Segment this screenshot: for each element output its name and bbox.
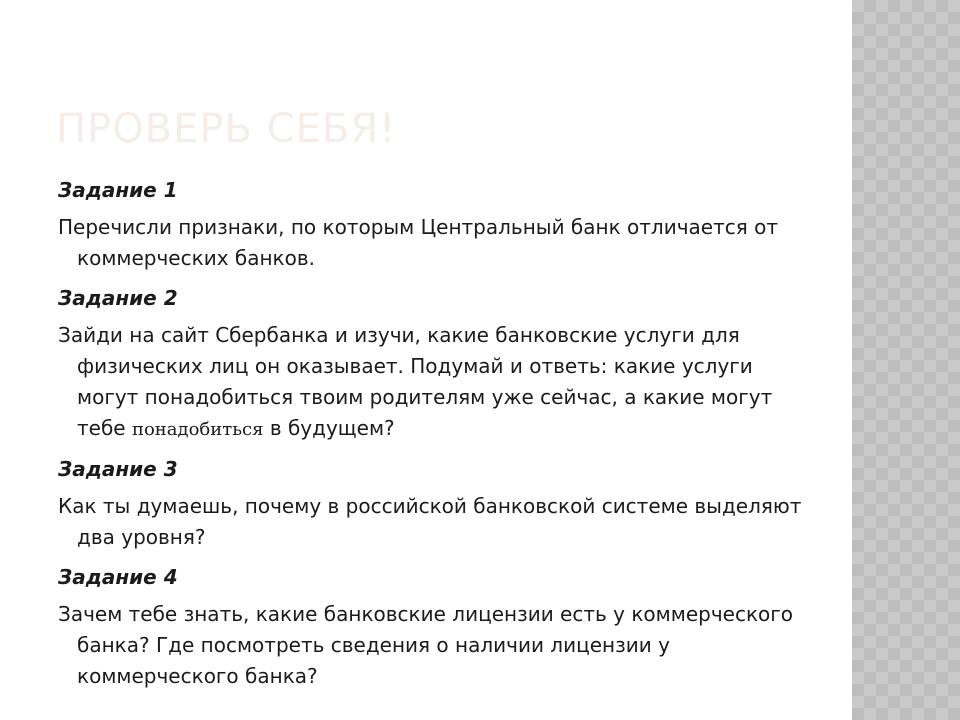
task-heading: Задание 2 (58, 286, 178, 310)
task-list (58, 176, 818, 702)
task-text-serif-fragment: понадобиться (131, 419, 264, 440)
decorative-side-panel (852, 0, 960, 720)
task-text: Как ты думаешь, почему в российской банковской системе выделяют два уровня? (58, 494, 802, 549)
task-text-part: Зайди на сайт Сбербанка и изучи, какие банковские услуги для физических лиц он оказывает. Подумай и ответь: какие услуги могут понадобиться твоим родителям уже сейчас, а какие могут тебе (58, 323, 773, 440)
task-text-part: в будущем? (263, 416, 395, 440)
task-heading: Задание 3 (58, 457, 178, 481)
task-4 (58, 563, 818, 692)
task-3 (58, 455, 818, 553)
task-1 (58, 176, 818, 274)
task-text: Перечисли признаки, по которым Центральный банк отличается от коммерческих банков. (58, 215, 778, 270)
task-heading: Задание 4 (58, 565, 178, 589)
task-text: Зачем тебе знать, какие банковские лицензии есть у коммерческого банка? Где посмотреть сведения о наличии лицензии у коммерческого банка? (58, 602, 794, 688)
task-heading: Задание 1 (58, 178, 178, 202)
task-text (58, 320, 818, 445)
slide-title: ПРОВЕРЬ СЕБЯ! (56, 106, 397, 152)
task-2 (58, 284, 818, 445)
